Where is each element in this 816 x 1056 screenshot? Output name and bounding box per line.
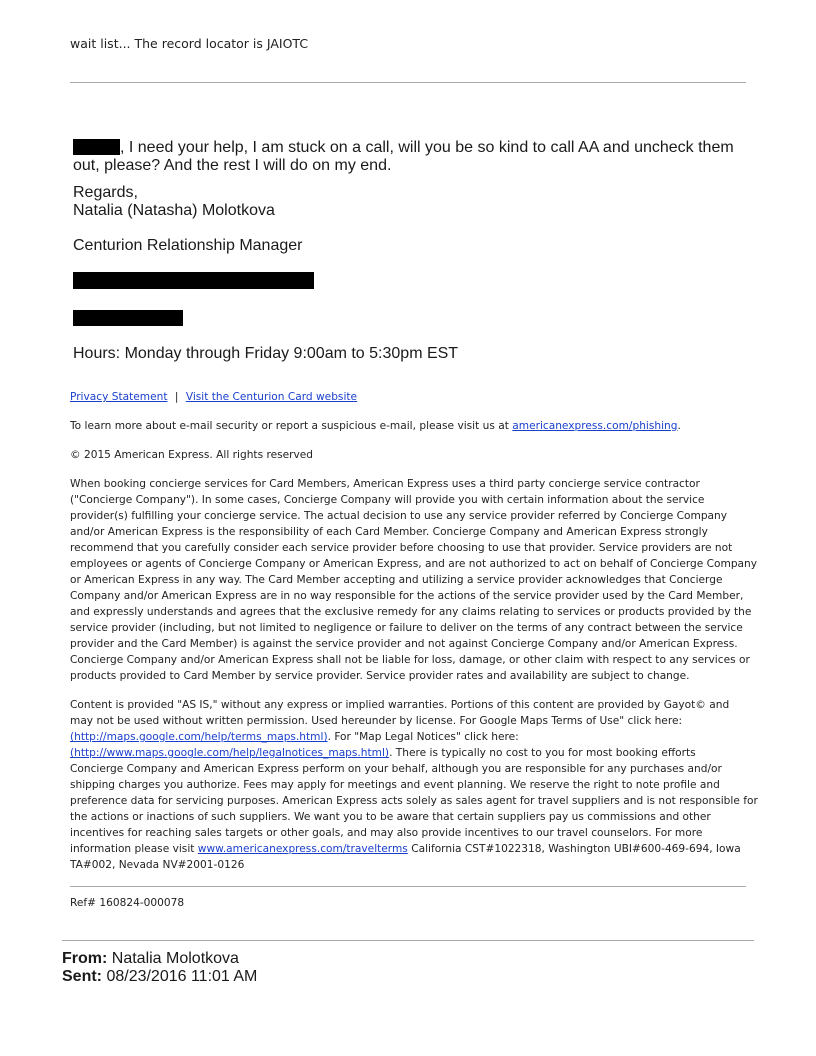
link-separator: | — [174, 391, 179, 403]
message-line-1: , I need your help, I am stuck on a call, will you be so kind to call AA and uncheck them — [120, 139, 734, 156]
disclaimer-line: and expressly understands and agrees that the exclusive remedy for any claims relating to services or products provided by the — [70, 606, 752, 618]
terms-line: preference data for servicing purposes. American Express acts solely as sales agent for travel suppliers and is not responsible for — [70, 795, 758, 807]
terms-line: incentives for reaching sales targets or other goals, and may also provide incentives to our travel counselors. For more — [70, 827, 703, 839]
terms-text: . For "Map Legal Notices" click here: — [327, 731, 519, 743]
terms-line: TA#002, Nevada NV#2001-0126 — [70, 859, 245, 871]
record-locator-line: wait list... The record locator is JAIOTC — [70, 36, 309, 51]
disclaimer-line: and/or American Express is the responsibility of each Card Member. Concierge Company and American Express strongly — [70, 526, 708, 538]
phishing-link[interactable]: americanexpress.com/phishing — [512, 420, 678, 432]
map-legal-notices-link[interactable]: (http://www.maps.google.com/help/legalnotices_maps.html) — [70, 747, 390, 759]
terms-line: shipping charges you authorize. Fees may apply for meetings and event planning. We reserve the right to note profile and — [70, 779, 720, 791]
copyright: © 2015 American Express. All rights reserved — [70, 449, 313, 461]
terms-text: information please visit — [70, 843, 198, 855]
signer-name: Natalia (Natasha) Molotkova — [73, 202, 275, 219]
terms-text: . There is typically no cost to you for most booking efforts — [389, 747, 696, 759]
security-period: . — [677, 420, 681, 432]
disclaimer-line: provider and the Card Member) is against the service provider and not against Concierge Company and/or American Express. — [70, 638, 738, 650]
sent-value: 08/23/2016 11:01 AM — [102, 968, 258, 985]
disclaimer-line: or American Express in any way. The Card Member accepting and utilizing a service provider acknowledges that Concierge — [70, 574, 723, 586]
terms-line — [70, 745, 760, 761]
divider-header — [62, 940, 754, 941]
sent-line — [62, 968, 257, 986]
disclaimer-line: products provided to Card Member by service provider. Service provider rates and availability are subject to change. — [70, 670, 690, 682]
disclaimer-line: When booking concierge services for Card Members, American Express uses a third party concierge service contractor — [70, 478, 700, 490]
from-label: From: — [62, 950, 108, 967]
redaction-contact-1 — [73, 272, 314, 289]
disclaimer-line: ("Concierge Company"). In some cases, Concierge Company will provide you with certain information about the service — [70, 494, 705, 506]
disclaimer-line: recommend that you carefully consider each service provider before choosing to use that provider. Service providers are not — [70, 542, 733, 554]
disclaimer-line: Concierge Company and/or American Express shall not be liable for loss, damage, or other claim with respect to any services or — [70, 654, 750, 666]
disclaimer-line: service provider (including, but not limited to negligence or failure to deliver on the terms of any contract between the service — [70, 622, 743, 634]
redaction-contact-2 — [73, 310, 183, 326]
terms-line: may not be used without written permission. Used hereunder by license. For Google Maps Terms of Use" click here: — [70, 715, 683, 727]
centurion-website-link[interactable]: Visit the Centurion Card website — [185, 391, 358, 403]
disclaimer-line: Company and/or American Express are in no way responsible for the actions of the service provider used by the Card Member, — [70, 590, 744, 602]
hours: Hours: Monday through Friday 9:00am to 5:30pm EST — [73, 345, 459, 362]
terms-line — [70, 841, 760, 857]
divider-top — [70, 82, 746, 83]
disclaimer-line: provider(s) fulfilling your concierge service. The actual decision to use any service provider referred by Concierge Company — [70, 510, 728, 522]
terms-line: the actions or inactions of such suppliers. We want you to be aware that certain suppliers pay us commissions and other — [70, 811, 711, 823]
footer-links — [70, 389, 357, 405]
message-line-2: out, please? And the rest I will do on my end. — [73, 157, 392, 174]
regards: Regards, — [73, 184, 138, 201]
from-value: Natalia Molotkova — [107, 950, 239, 967]
terms-line: Concierge Company and American Express perform on your behalf, although you are responsible for any purchases and/or — [70, 763, 722, 775]
terms-text: California CST#1022318, Washington UBI#600-469-694, Iowa — [407, 843, 741, 855]
from-line — [62, 950, 239, 968]
security-notice — [70, 418, 681, 434]
content-terms — [70, 697, 760, 873]
privacy-statement-link[interactable]: Privacy Statement — [70, 391, 168, 403]
google-maps-terms-link[interactable]: (http://maps.google.com/help/terms_maps.html) — [70, 731, 328, 743]
concierge-disclaimer — [70, 476, 760, 684]
divider-ref — [70, 886, 746, 887]
sent-label: Sent: — [62, 968, 102, 985]
travel-terms-link[interactable]: www.americanexpress.com/travelterms — [197, 843, 408, 855]
signer-role: Centurion Relationship Manager — [73, 237, 303, 254]
reference-number: Ref# 160824-000078 — [70, 897, 185, 909]
terms-line — [70, 729, 760, 745]
redaction-name — [73, 139, 120, 155]
security-text: To learn more about e-mail security or report a suspicious e-mail, please visit us at — [70, 420, 513, 432]
disclaimer-line: employees or agents of Concierge Company or American Express, and are not authorized to act on behalf of Concierge Company — [70, 558, 758, 570]
terms-line: Content is provided "AS IS," without any express or implied warranties. Portions of this content are provided by Gayot© and — [70, 699, 730, 711]
